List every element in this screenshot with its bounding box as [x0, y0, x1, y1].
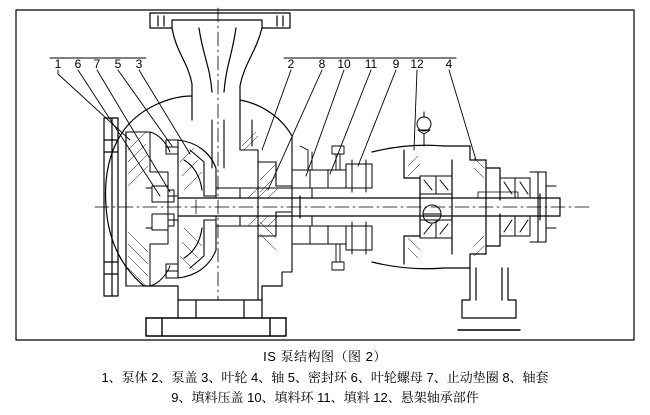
svg-text:11: 11: [364, 57, 378, 71]
svg-text:5: 5: [114, 57, 122, 71]
shaft-keyway: [196, 192, 518, 214]
leader-lines-left: [58, 70, 190, 196]
discharge-nozzle: [150, 13, 290, 120]
figure-caption: IS 泵结构图（图 2）: [263, 349, 387, 364]
pump-cover-section: [212, 120, 292, 300]
svg-text:3: 3: [135, 57, 143, 71]
svg-text:6: 6: [74, 57, 82, 71]
water-seal-pipe: [300, 146, 312, 170]
svg-text:2: 2: [287, 57, 295, 71]
legend-line-2: 9、填料压盖 10、填料环 11、填料 12、悬架轴承部件: [171, 390, 479, 405]
figure-legend: [0, 368, 650, 408]
bracket-foot: [462, 268, 516, 318]
oiler: [417, 112, 431, 146]
leader-lines-right: [262, 70, 476, 190]
svg-text:1: 1: [54, 57, 62, 71]
svg-text:8: 8: [318, 57, 326, 71]
svg-text:10: 10: [337, 57, 351, 71]
svg-text:4: 4: [445, 57, 453, 71]
lock-washer: [168, 190, 174, 226]
svg-text:9: 9: [392, 57, 400, 71]
casing-hatching: [128, 132, 148, 286]
legend-line-1: 1、泵体 2、泵盖 3、叶轮 4、轴 5、密封环 6、叶轮螺母 7、止动垫圈 8、轴套: [101, 370, 549, 385]
base-plate: [146, 318, 520, 336]
casing-foot: [178, 300, 262, 318]
impeller-hatching: [180, 148, 202, 270]
svg-text:12: 12: [410, 57, 424, 71]
svg-text:7: 7: [93, 57, 101, 71]
callout-numbers: [55, 57, 453, 71]
impeller-nut: [146, 186, 168, 230]
